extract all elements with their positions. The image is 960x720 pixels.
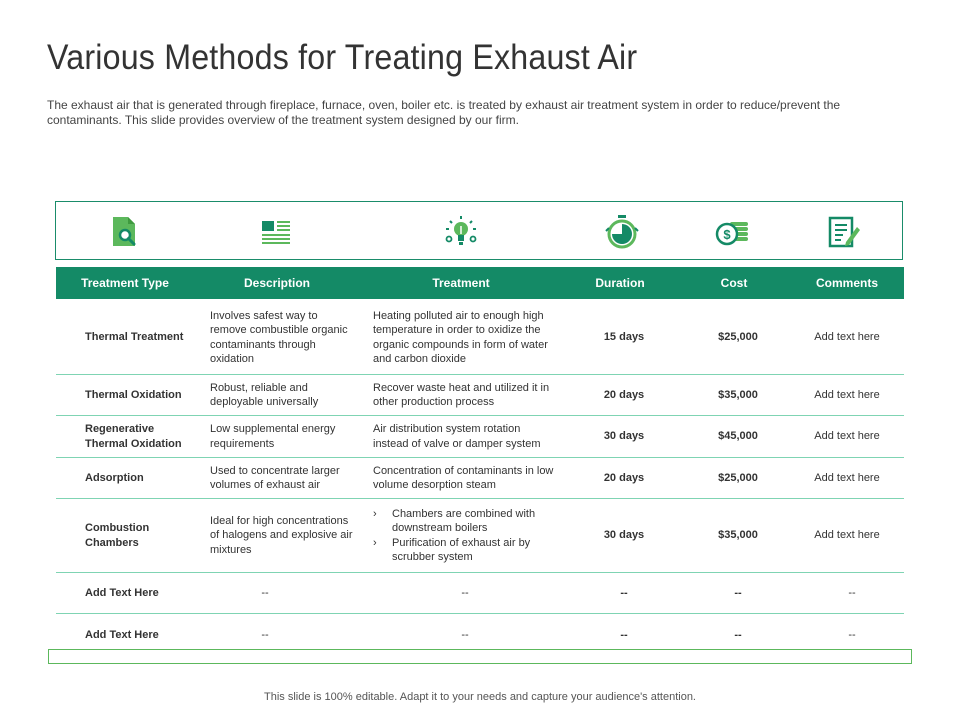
cell-comments: Add text here (814, 529, 880, 542)
cell-description: -- (261, 586, 269, 599)
cell-treatment: Heating polluted air to enough high temperature in order to oxidize the organic compounds in form of water and carbon dioxide (373, 309, 548, 365)
cell-cost: -- (734, 628, 742, 641)
svg-text:$: $ (723, 227, 731, 242)
cell-treatment (373, 499, 558, 572)
icon-strip (55, 201, 903, 260)
header-treatment-type: Treatment Type (81, 276, 169, 290)
slide-subtitle: The exhaust air that is generated through fireplace, furnace, oven, boiler etc. is treated by exhaust air treatment system in order to reduce/prevent the contaminants. This slide provides overview of the treatment system designed by our firm. (47, 98, 841, 127)
cell-cost: -- (734, 586, 742, 599)
cell-cost: $25,000 (718, 471, 758, 484)
cell-duration: 20 days (603, 471, 645, 484)
document-search-icon (108, 214, 144, 250)
cell-comments: Add text here (814, 430, 880, 443)
cell-cost: $35,000 (718, 388, 758, 401)
cell-description: Robust, reliable and deployable universally (210, 381, 319, 408)
cell-treatment-type: Adsorption (85, 471, 144, 484)
cell-description: Ideal for high concentrations of halogens and explosive air mixtures (210, 514, 353, 556)
table-header (56, 267, 904, 299)
cell-description: -- (261, 628, 269, 641)
lightbulb-gear-icon (443, 214, 479, 250)
cell-description: Low supplemental energy requirements (210, 423, 336, 450)
table-row (56, 573, 904, 614)
stopwatch-icon (604, 214, 640, 250)
cell-treatment-type: Thermal Treatment (85, 331, 184, 344)
cell-comments: -- (848, 628, 856, 641)
cell-duration: 30 days (603, 430, 645, 443)
cell-description: Involves safest way to remove combustible organic contaminants through oxidation (210, 309, 348, 365)
cell-duration: 20 days (603, 388, 645, 401)
table-row (56, 301, 904, 375)
cell-duration: -- (620, 586, 628, 599)
cell-treatment-type: Regenerative Thermal Oxidation (85, 423, 182, 450)
cell-treatment-type: Combustion Chambers (85, 522, 150, 549)
cell-description: Used to concentrate larger volumes of exhaust air (210, 464, 340, 491)
cell-cost: $45,000 (718, 430, 758, 443)
cell-treatment: -- (461, 628, 469, 641)
treatment-bullet-list (373, 507, 558, 565)
cell-comments: Add text here (814, 388, 880, 401)
footer-note: This slide is 100% editable. Adapt it to your needs and capture your audience's attention. (264, 691, 696, 703)
cell-treatment-type: Thermal Oxidation (85, 388, 182, 401)
header-cost: Cost (720, 276, 748, 290)
header-description: Description (243, 276, 310, 290)
treatment-bullet: › Purification of exhaust air by scrubber system (373, 536, 558, 565)
cell-duration: 15 days (603, 331, 645, 344)
cell-cost: $25,000 (718, 331, 758, 344)
cell-treatment: Air distribution system rotation instead of valve or damper system (373, 423, 541, 450)
header-treatment: Treatment (432, 276, 490, 290)
dollar-coins-icon (714, 214, 750, 250)
edit-document-icon (826, 214, 862, 250)
cell-duration: 30 days (603, 529, 645, 542)
cell-comments: Add text here (814, 331, 880, 344)
article-icon (258, 214, 294, 250)
cell-treatment: -- (461, 586, 469, 599)
cell-treatment: Concentration of contaminants in low volume desorption steam (373, 464, 554, 491)
cell-comments: -- (848, 586, 856, 599)
treatment-bullet: › Chambers are combined with downstream boilers (373, 507, 558, 536)
table-row (56, 375, 904, 416)
cell-treatment-type: Add Text Here (85, 586, 159, 599)
bottom-bar (48, 649, 912, 664)
cell-duration: -- (620, 628, 628, 641)
header-duration: Duration (595, 276, 645, 290)
table-row (56, 416, 904, 458)
cell-treatment: Recover waste heat and utilized it in other production process (373, 381, 550, 408)
cell-cost: $35,000 (718, 529, 758, 542)
cell-treatment-type: Add Text Here (85, 628, 159, 641)
table-row (56, 499, 904, 573)
header-comments: Comments (815, 276, 878, 290)
table-row (56, 458, 904, 499)
slide-title: Various Methods for Treating Exhaust Air (47, 38, 638, 77)
cell-comments: Add text here (814, 471, 880, 484)
